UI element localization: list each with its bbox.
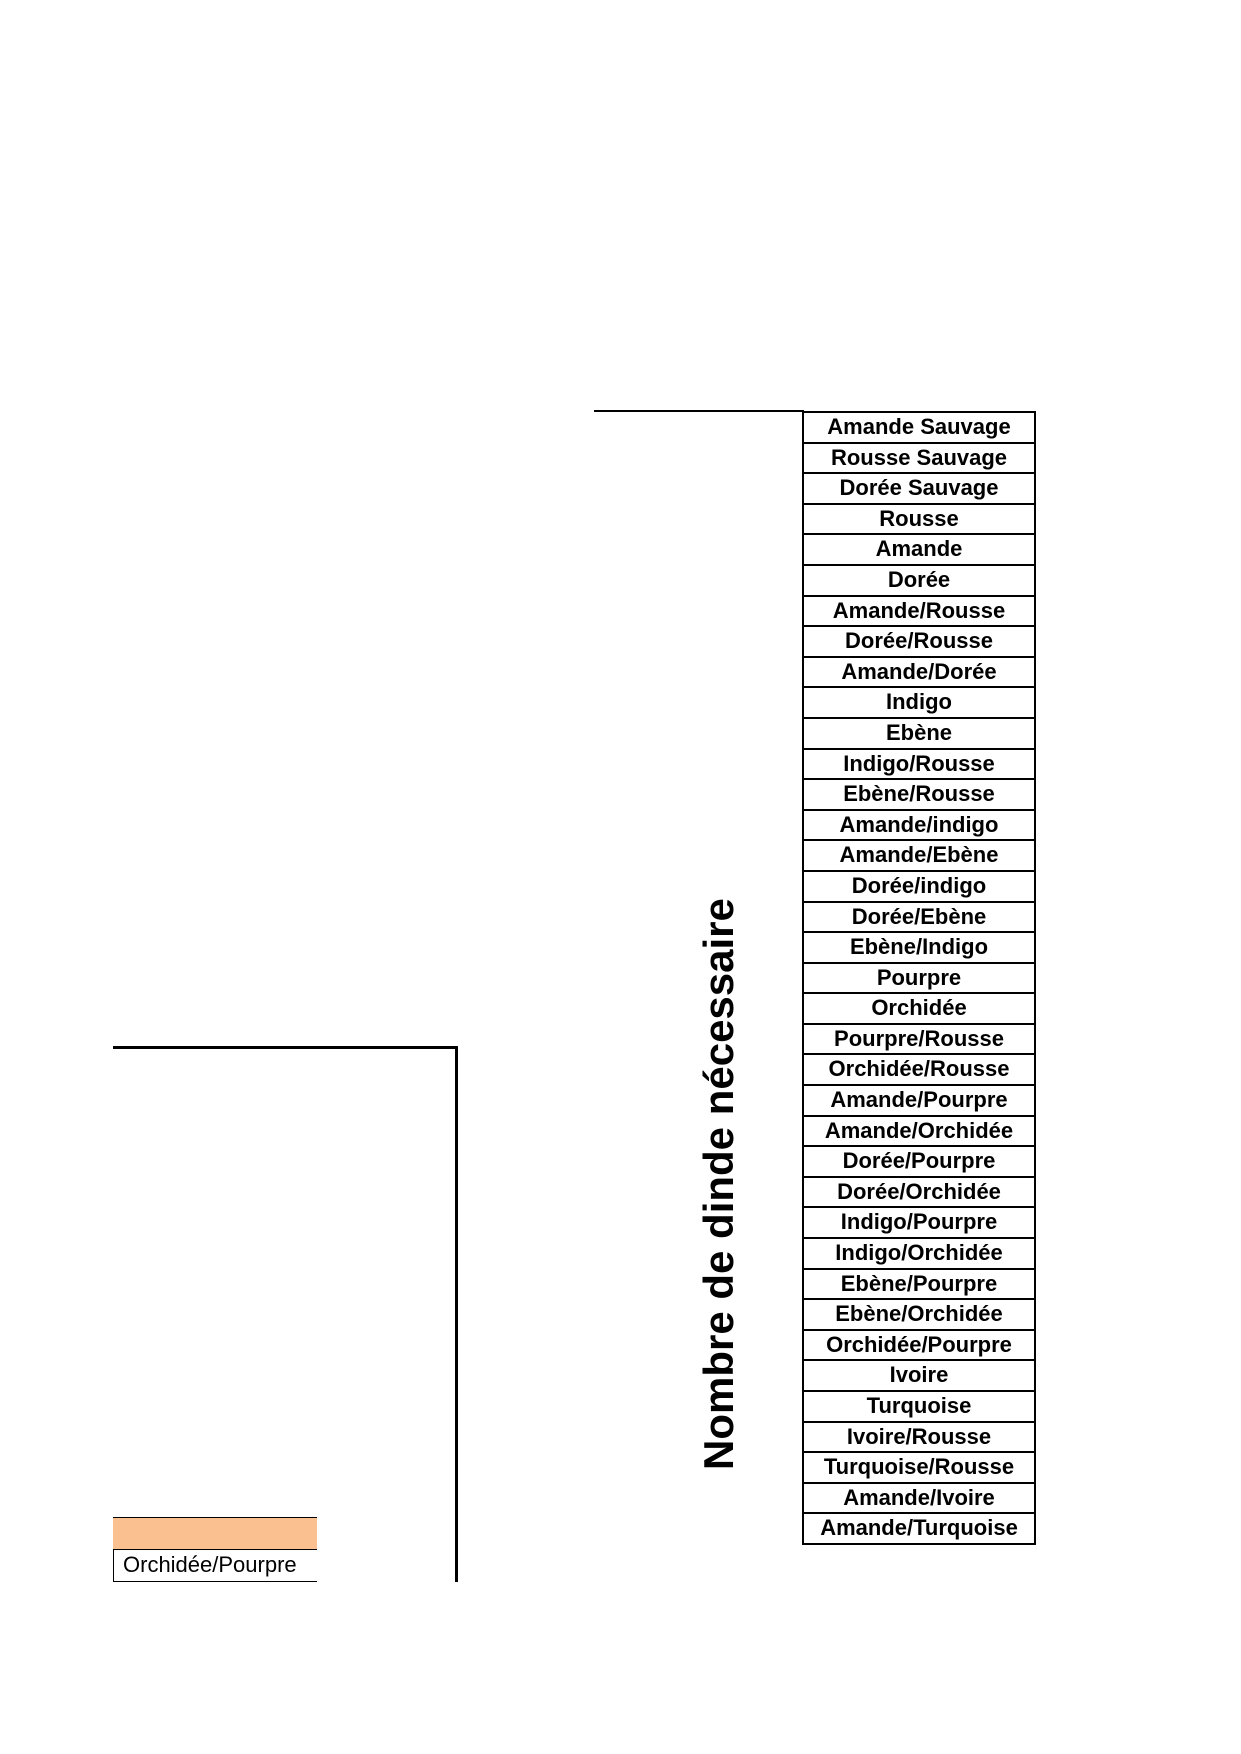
variety-cell: Ebène/Pourpre <box>804 1270 1034 1301</box>
variety-cell: Turquoise/Rousse <box>804 1453 1034 1484</box>
variety-cell: Amande/Orchidée <box>804 1117 1034 1148</box>
variety-cell: Amande <box>804 535 1034 566</box>
variety-cell: Dorée/Orchidée <box>804 1178 1034 1209</box>
variety-cell: Turquoise <box>804 1392 1034 1423</box>
variety-cell: Amande/Ebène <box>804 841 1034 872</box>
variety-cell: Ebène/Orchidée <box>804 1300 1034 1331</box>
variety-cell: Ebène/Indigo <box>804 933 1034 964</box>
variety-cell: Amande/Ivoire <box>804 1484 1034 1515</box>
variety-cell: Orchidée/Pourpre <box>804 1331 1034 1362</box>
variety-cell: Indigo/Pourpre <box>804 1208 1034 1239</box>
variety-cell: Rousse Sauvage <box>804 444 1034 475</box>
bracket-right-line <box>455 1046 458 1582</box>
variety-cell: Amande/Turquoise <box>804 1514 1034 1545</box>
variety-cell: Orchidée/Rousse <box>804 1055 1034 1086</box>
top-rule <box>594 410 804 412</box>
legend-color-swatch <box>113 1517 317 1549</box>
variety-cell: Amande/Dorée <box>804 658 1034 689</box>
variety-cell: Ebène <box>804 719 1034 750</box>
bracket-top-line <box>113 1046 458 1049</box>
variety-cell: Amande/Rousse <box>804 597 1034 628</box>
variety-cell: Ebène/Rousse <box>804 780 1034 811</box>
variety-cell: Ivoire <box>804 1361 1034 1392</box>
variety-cell: Orchidée <box>804 994 1034 1025</box>
variety-cell: Dorée/indigo <box>804 872 1034 903</box>
variety-cell: Dorée <box>804 566 1034 597</box>
variety-table <box>802 411 1036 1545</box>
variety-cell: Ivoire/Rousse <box>804 1423 1034 1454</box>
variety-cell: Amande/indigo <box>804 811 1034 842</box>
variety-cell: Dorée Sauvage <box>804 474 1034 505</box>
variety-cell: Dorée/Ebène <box>804 903 1034 934</box>
variety-cell: Pourpre <box>804 964 1034 995</box>
variety-cell: Indigo/Orchidée <box>804 1239 1034 1270</box>
variety-cell: Dorée/Pourpre <box>804 1147 1034 1178</box>
variety-cell: Amande/Pourpre <box>804 1086 1034 1117</box>
variety-cell: Pourpre/Rousse <box>804 1025 1034 1056</box>
variety-cell: Indigo <box>804 688 1034 719</box>
variety-cell: Indigo/Rousse <box>804 750 1034 781</box>
variety-cell: Amande Sauvage <box>804 413 1034 444</box>
vertical-heading: Nombre de dinde nécessaire <box>695 898 742 1470</box>
variety-cell: Rousse <box>804 505 1034 536</box>
legend-label: Orchidée/Pourpre <box>113 1549 317 1582</box>
variety-cell: Dorée/Rousse <box>804 627 1034 658</box>
